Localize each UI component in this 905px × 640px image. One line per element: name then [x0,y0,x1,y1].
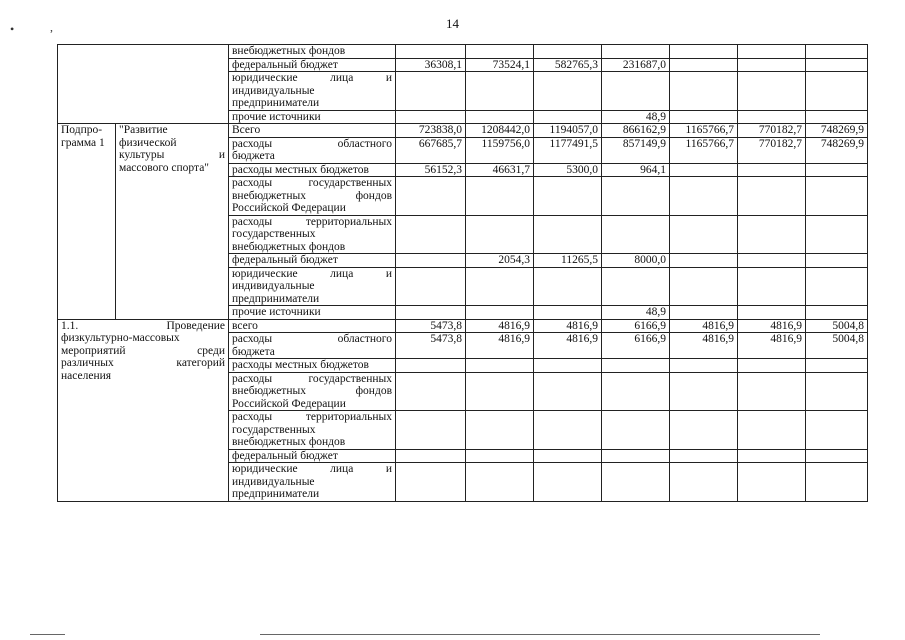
value-cell [806,215,868,254]
value-cell: 4816,9 [534,319,602,333]
funding-source: федеральный бюджет [229,449,396,463]
value-cell: 1165766,7 [670,137,738,163]
value-cell: 56152,3 [396,163,466,177]
table-row [58,124,868,138]
funding-source-line: внебюджетных фондов [232,385,392,397]
subprogram-title-line: физической [119,136,177,149]
funding-source-line: государственных [232,228,316,240]
value-cell [670,449,738,463]
value-cell: 36308,1 [396,58,466,72]
value-cell [602,177,670,216]
funding-source: внебюджетных фондов [229,45,396,59]
value-cell [602,372,670,411]
value-cell [534,215,602,254]
value-cell: 5004,8 [806,319,868,333]
value-cell [466,215,534,254]
value-cell [466,110,534,124]
funding-source-line: индивидуальные [232,84,315,97]
funding-source-line: предприниматели [232,97,320,109]
value-cell [466,177,534,216]
value-cell: 4816,9 [466,333,534,359]
value-cell: 11265,5 [534,254,602,268]
value-cell [670,163,738,177]
value-cell: 866162,9 [602,124,670,138]
subprogram-title-line: культуры и [119,149,225,161]
value-cell [806,58,868,72]
value-cell: 1208442,0 [466,124,534,138]
value-cell [602,411,670,450]
value-cell: 667685,7 [396,137,466,163]
funding-source: всего [229,319,396,333]
subprogram-code [58,124,116,320]
value-cell [602,449,670,463]
funding-source [229,177,396,216]
value-cell [396,110,466,124]
funding-source: расходы местных бюджетов [229,163,396,177]
value-cell [534,463,602,502]
value-cell: 48,9 [602,306,670,320]
funding-source-line: расходы территориальных [232,215,392,228]
funding-source-line: юридические лица и [232,72,392,84]
value-cell [738,254,806,268]
value-cell: 723838,0 [396,124,466,138]
value-cell: 5473,8 [396,319,466,333]
footer-rule [260,634,820,635]
value-cell [806,372,868,411]
funding-source-line: расходы государственных [232,372,392,385]
value-cell [396,359,466,373]
value-cell [534,372,602,411]
activity-title-line: мероприятий среди [61,344,225,357]
value-cell [534,411,602,450]
value-cell [806,72,868,111]
value-cell [738,58,806,72]
funding-source-line: юридические лица и [232,463,392,475]
value-cell: 857149,9 [602,137,670,163]
value-cell [534,110,602,124]
value-cell [466,45,534,59]
value-cell: 4816,9 [466,319,534,333]
activity-title [58,319,229,501]
value-cell [738,110,806,124]
page-number: 14 [446,16,459,31]
value-cell [396,254,466,268]
value-cell: 1159756,0 [466,137,534,163]
value-cell [670,463,738,502]
funding-source [229,137,396,163]
value-cell [396,306,466,320]
value-cell: 6166,9 [602,319,670,333]
value-cell [396,372,466,411]
funding-source [229,267,396,306]
funding-source-line: внебюджетных фондов [232,436,346,448]
value-cell [806,163,868,177]
value-cell [738,306,806,320]
value-cell [396,45,466,59]
value-cell: 5473,8 [396,333,466,359]
value-cell [738,372,806,411]
scan-mark-comma: , [50,20,53,34]
value-cell [738,411,806,450]
funding-source-line: индивидуальные [232,280,315,292]
value-cell [806,306,868,320]
value-cell [466,372,534,411]
scan-mark-dot: • [10,22,15,36]
value-cell: 5004,8 [806,333,868,359]
funding-source: Всего [229,124,396,138]
subprogram-code-line: грамма 1 [61,136,105,149]
value-cell [466,306,534,320]
value-cell: 46631,7 [466,163,534,177]
value-cell: 231687,0 [602,58,670,72]
funding-source-line: бюджета [232,345,275,358]
value-cell [466,463,534,502]
funding-source: федеральный бюджет [229,58,396,72]
funding-source-line: государственных [232,423,316,436]
funding-source [229,411,396,450]
funding-source [229,333,396,359]
value-cell [738,45,806,59]
value-cell: 748269,9 [806,137,868,163]
value-cell: 770182,7 [738,137,806,163]
value-cell [738,215,806,254]
value-cell [738,359,806,373]
value-cell [670,110,738,124]
value-cell: 2054,3 [466,254,534,268]
value-cell [602,45,670,59]
funding-source [229,215,396,254]
value-cell: 4816,9 [670,319,738,333]
value-cell: 964,1 [602,163,670,177]
value-cell: 748269,9 [806,124,868,138]
value-cell [670,72,738,111]
value-cell [806,449,868,463]
value-cell [466,267,534,306]
value-cell [466,449,534,463]
value-cell: 770182,7 [738,124,806,138]
value-cell: 6166,9 [602,333,670,359]
value-cell [534,306,602,320]
activity-title-line: различных категорий [61,357,225,369]
funding-source-line: внебюджетных фондов [232,189,392,202]
value-cell [806,254,868,268]
value-cell [806,177,868,216]
value-cell [806,110,868,124]
value-cell [396,72,466,111]
funding-source-line: внебюджетных фондов [232,240,346,253]
value-cell: 1165766,7 [670,124,738,138]
value-cell [466,411,534,450]
value-cell [670,267,738,306]
funding-source-line: расходы областного [232,137,392,150]
activity-title-line: 1.1. Проведение [61,319,225,332]
funding-source-line: расходы областного [232,333,392,345]
value-cell [806,45,868,59]
value-cell: 4816,9 [670,333,738,359]
funding-source-line: расходы государственных [232,177,392,189]
funding-source-line: расходы территориальных [232,411,392,423]
value-cell [602,267,670,306]
funding-source-line: предприниматели [232,488,320,500]
funding-source: прочие источники [229,306,396,320]
value-cell [602,72,670,111]
value-cell [396,215,466,254]
value-cell [396,267,466,306]
value-cell [670,306,738,320]
value-cell [738,267,806,306]
value-cell [396,449,466,463]
value-cell: 4816,9 [738,319,806,333]
value-cell [670,254,738,268]
value-cell [466,359,534,373]
activity-title-line: населения [61,369,112,382]
value-cell: 8000,0 [602,254,670,268]
value-cell [806,359,868,373]
value-cell [670,58,738,72]
value-cell [396,411,466,450]
value-cell [602,463,670,502]
subprogram-code-line: Подпро- [61,124,103,136]
funding-source-line: предприниматели [232,292,320,305]
value-cell: 1177491,5 [534,137,602,163]
value-cell [602,359,670,373]
value-cell: 582765,3 [534,58,602,72]
funding-source-line: бюджета [232,150,275,162]
value-cell [534,45,602,59]
funding-source-line: юридические лица и [232,267,392,280]
value-cell [670,215,738,254]
value-cell [738,163,806,177]
value-cell [670,177,738,216]
value-cell [738,177,806,216]
value-cell [534,359,602,373]
funding-source-line: индивидуальные [232,475,315,488]
funding-source: федеральный бюджет [229,254,396,268]
table-row [58,319,868,333]
value-cell [806,267,868,306]
value-cell: 73524,1 [466,58,534,72]
subprogram-title-line: массового спорта" [119,161,209,174]
value-cell [466,72,534,111]
funding-source-line: Российской Федерации [232,397,346,410]
table-body [58,45,868,502]
funding-source-line: Российской Федерации [232,202,346,214]
funding-source: расходы местных бюджетов [229,359,396,373]
financing-table [57,44,868,502]
value-cell [534,177,602,216]
value-cell: 48,9 [602,110,670,124]
value-cell [534,267,602,306]
funding-source: прочие источники [229,110,396,124]
value-cell [806,411,868,450]
funding-source [229,372,396,411]
value-cell: 5300,0 [534,163,602,177]
program-blank-cell [58,45,229,124]
subprogram-title-line: "Развитие [119,124,168,136]
activity-title-line: физкультурно-массовых [61,332,180,344]
funding-source [229,463,396,502]
value-cell [738,463,806,502]
footer-rule [30,634,65,635]
value-cell [738,449,806,463]
value-cell [534,449,602,463]
value-cell: 1194057,0 [534,124,602,138]
value-cell [670,372,738,411]
value-cell: 4816,9 [534,333,602,359]
subprogram-title [116,124,229,320]
value-cell: 4816,9 [738,333,806,359]
value-cell [670,45,738,59]
table-row [58,45,868,59]
funding-source [229,72,396,111]
value-cell [670,411,738,450]
value-cell [806,463,868,502]
value-cell [534,72,602,111]
value-cell [396,463,466,502]
value-cell [396,177,466,216]
value-cell [670,359,738,373]
value-cell [602,215,670,254]
value-cell [738,72,806,111]
